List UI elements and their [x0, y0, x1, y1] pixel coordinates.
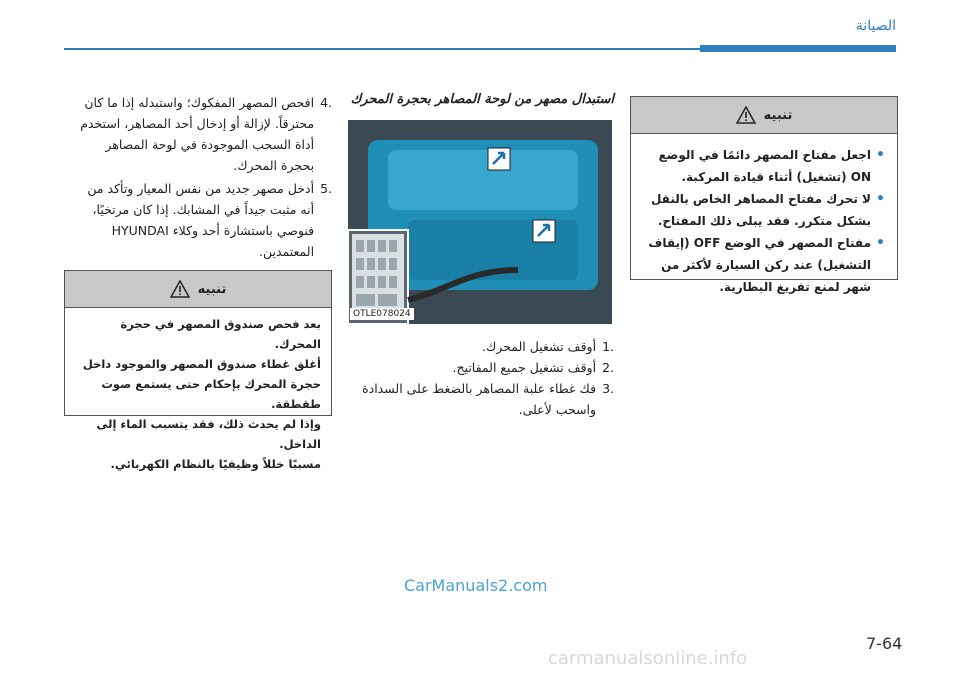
caution-box-header: [65, 271, 331, 308]
warning-bullet: • مفتاح المصهر في الوضع OFF (إيقاف التشغيل) عند ركن السيارة لأكثر من شهر لمنع تفريغ البطارية.: [643, 232, 885, 298]
caution-line: وإذا لم يحدث ذلك، فقد يتسبب الماء إلى الداخل.: [96, 417, 321, 451]
watermark-link[interactable]: CarManuals2.com: [404, 576, 548, 595]
warning-box-title: تنبيه: [763, 107, 793, 123]
warning-triangle-icon: [736, 106, 756, 124]
step-item: [348, 378, 614, 420]
step-item: [348, 357, 614, 378]
warning-bullet: • لا تحرك مفتاح المصاهر الخاص بالنقل بشكل متكرر. فقد يبلى ذلك المفتاح.: [643, 188, 885, 232]
photo-id-label: OTLE078024: [350, 308, 414, 320]
caution-box-title: تنبيه: [197, 281, 227, 297]
engine-fuse-box-photo: [348, 120, 612, 324]
fuse-box-illustration: [348, 120, 612, 324]
step-number: .3: [602, 381, 614, 396]
procedure-heading: استبدال مصهر من لوحة المصاهر بحجرة المحرك: [350, 92, 614, 107]
step-text: أوقف تشغيل المحرك.: [482, 339, 597, 354]
header-rule: [64, 48, 700, 50]
warning-bullet: • اجعل مفتاح المصهر دائمًا في الوضع ON (تشغيل) أثناء قيادة المركبة.: [643, 144, 885, 188]
header-accent-bar: [700, 45, 896, 52]
warning-triangle-icon: [170, 280, 190, 298]
step-item: [70, 178, 332, 262]
step-number: .1: [602, 339, 614, 354]
step-text: أوقف تشغيل جميع المفاتيح.: [452, 360, 597, 375]
caution-line: مسببًا خللاً وظيفيًا بالنظام الكهربائي.: [110, 457, 321, 471]
step-number: .4: [320, 95, 332, 110]
caution-line: بعد فحص صندوق المصهر في حجرة المحرك.: [120, 317, 321, 351]
middle-steps: [348, 336, 614, 420]
caution-box-body: [65, 308, 331, 480]
warning-box-header: [631, 97, 897, 134]
step-number: .2: [602, 360, 614, 375]
caution-line: أغلق غطاء صندوق المصهر والموجود داخل حجرة المحرك بإحكام حتى يستمع صوت طقطقة.: [82, 357, 321, 411]
step-item: [348, 336, 614, 357]
step-item: [70, 92, 332, 176]
step-text: فك غطاء علبة المصاهر بالضغط على السدادة واسحب لأعلى.: [362, 381, 597, 417]
section-title: الصيانة: [855, 18, 896, 34]
step-text: أدخل مصهر جديد من نفس المعيار وتأكد من أنه مثبت جيداً في المشابك. إذا كان مرتخيًا، فنوصي باستشارة أحد وكلاء HYUNDAI المعتمدين.: [87, 181, 315, 259]
warning-box-body: [631, 134, 897, 308]
watermark-text: carmanualsonline.info: [548, 648, 748, 669]
left-steps: [70, 92, 332, 262]
page-number: 7-64: [866, 634, 903, 653]
step-text: افحص المصهر المفكوك؛ واستبدله إذا ما كان محترقاً. لإزالة أو إدخال أحد المصاهر، استخدم أداة السحب الموجودة في لوحة المصاهر بحجرة المحرك.: [80, 95, 315, 173]
warning-box: [630, 96, 898, 294]
warning-bullet-list: [643, 144, 885, 298]
step-number: .5: [320, 181, 332, 196]
caution-box: [64, 270, 332, 471]
